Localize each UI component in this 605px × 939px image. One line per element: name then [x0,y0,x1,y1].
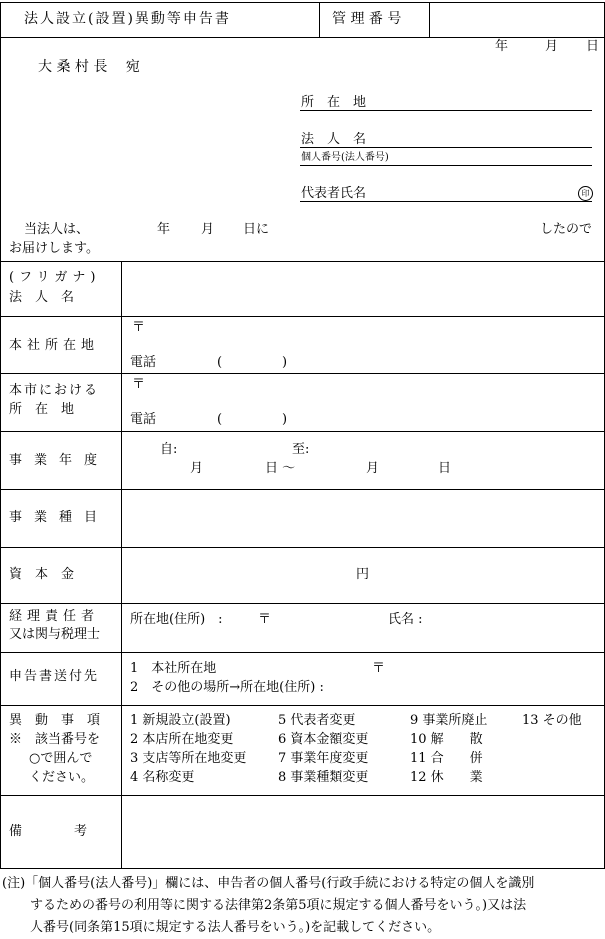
header-divider-2 [429,2,430,37]
header-bottom [0,37,605,38]
change-option[interactable]: 4 名称変更 [130,770,195,785]
remarks-field[interactable] [124,798,602,866]
label-column-divider [121,261,122,868]
accountant-address: 所在地(住所) : [130,612,223,627]
change-option[interactable]: 7 事業年度変更 [278,751,369,766]
city-phone-paren-close: ) [282,412,288,427]
row-line-1 [0,261,605,262]
footnote-line-2: するための番号の利用等に関する法律第2条第5項に規定する個人番号をいう。)又は法 [30,898,527,913]
change-option[interactable]: 5 代表者変更 [278,713,356,728]
fiscal-day-from: 日 〜 [265,461,296,476]
statement-year: 年 [157,222,171,237]
accountant-label-1: 経理責任者 [9,609,100,624]
city-label-1: 本市における [9,383,100,398]
management-number-field[interactable] [432,4,602,35]
send-option-1[interactable]: 1 本社所在地 [130,661,217,676]
change-option[interactable]: 10 解 散 [410,732,483,747]
accountant-label-2: 又は関与税理士 [9,627,101,642]
change-option[interactable]: 9 事業所廃止 [410,713,488,728]
send-postal-mark: 〒 [372,661,386,676]
change-label-3: ○で囲んで [29,751,93,766]
send-option-2[interactable]: 2 その他の場所→所在地(住所) : [130,680,324,695]
business-type-label: 事業種目 [9,510,110,525]
city-label-2: 所 在 地 [9,402,75,417]
fiscal-day-to: 日 [438,461,452,476]
row-line-10 [0,795,605,796]
hq-label: 本社所在地 [9,338,100,353]
accountant-postal-mark: 〒 [258,612,272,627]
change-option[interactable]: 6 資本金額変更 [278,732,369,747]
representative-line [300,201,592,202]
business-type-field[interactable] [124,492,602,545]
row-line-8 [0,652,605,653]
footnote-line-1: (注)「個人番号(法人番号)」欄には、申告者の個人番号(行政手続における特定の個人を識別 [2,876,535,891]
seal-icon: 印 [578,186,593,201]
applicant-address-label: 所 在 地 [301,95,367,110]
send-to-label: 申告書送付先 [9,669,100,684]
representative-label: 代表者氏名 [301,186,367,201]
fiscal-month-to: 月 [366,461,380,476]
change-option[interactable]: 8 事業種類変更 [278,770,369,785]
fiscal-from: 自: [160,442,178,457]
row-line-11 [0,868,605,869]
date-year: 年 [495,39,509,54]
hq-phone-paren-open: ( [217,355,223,370]
row-line-5 [0,489,605,490]
corp-name-field[interactable] [124,264,602,314]
change-option[interactable]: 11 合 併 [410,751,483,766]
change-option[interactable]: 1 新規設立(設置) [130,713,231,728]
applicant-address-line [300,110,592,111]
change-option[interactable]: 2 本店所在地変更 [130,732,234,747]
accountant-name: 氏名 : [388,612,423,627]
change-option[interactable]: 13 その他 [522,713,582,728]
row-line-6 [0,547,605,548]
hq-phone-paren-close: ) [282,355,288,370]
city-postal-mark: 〒 [132,377,146,392]
change-label-1: 異 動 事 項 [9,713,101,728]
date-day: 日 [586,39,600,54]
row-line-3 [0,373,605,374]
frame-top [0,2,605,3]
statement-start: 当法人は、 [24,222,90,237]
header-divider-1 [319,2,320,37]
row-line-9 [0,705,605,706]
statement-day: 日に [243,222,270,237]
frame-left [0,2,1,868]
fiscal-month-from: 月 [190,461,204,476]
date-month: 月 [545,39,559,54]
applicant-name-label: 法 人 名 [301,132,367,147]
applicant-name-line [300,147,592,148]
applicant-number-label: 個人番号(法人番号) [301,152,389,163]
capital-unit: 円 [356,567,370,582]
city-phone-paren-open: ( [217,412,223,427]
hq-postal-mark: 〒 [132,320,146,335]
row-line-4 [0,431,605,432]
row-line-7 [0,603,605,604]
management-number-label: 管 理 番 号 [332,11,402,27]
statement-end: したので [540,222,593,237]
furigana-label: (フリガナ) [9,270,101,285]
addressee: 大 桑 村 長 宛 [38,59,140,75]
city-phone-label: 電話 [130,412,157,427]
footnote-line-3: 人番号(同条第15項に規定する法人番号をいう。)を記載してください。 [30,920,441,935]
fiscal-year-label: 事業年度 [9,453,110,468]
corp-name-label: 法 人 名 [9,290,75,305]
change-option[interactable]: 3 支店等所在地変更 [130,751,247,766]
row-line-2 [0,316,605,317]
statement-month: 月 [201,222,215,237]
form-title: 法人設立(設置)異動等申告書 [24,11,231,27]
fiscal-to: 至: [292,442,310,457]
hq-phone-label: 電話 [130,355,157,370]
statement-line-2: お届けします。 [9,241,99,256]
change-option[interactable]: 12 休 業 [410,770,483,785]
capital-label: 資 本 金 [9,567,75,582]
change-label-2: ※ 該当番号を [9,732,101,747]
change-label-4: ください。 [29,770,95,785]
remarks-label: 備 考 [9,824,88,839]
applicant-number-line [300,165,592,166]
